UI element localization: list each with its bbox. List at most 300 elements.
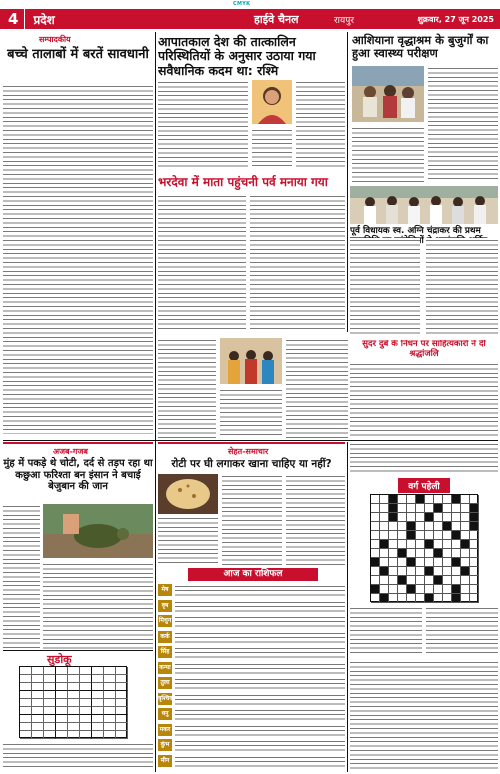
zodiac-sign-badge: कन्या xyxy=(158,662,172,674)
horoscope-row xyxy=(158,631,345,645)
sudoku-cell[interactable] xyxy=(32,731,44,739)
lead-story xyxy=(158,32,345,170)
horoscope-row xyxy=(158,662,345,676)
sudoku-cell[interactable] xyxy=(92,667,104,675)
crossword-cell[interactable] xyxy=(416,513,425,522)
crossword-cell[interactable] xyxy=(470,522,479,531)
crossword-cell[interactable] xyxy=(371,558,380,567)
crossword-cell[interactable] xyxy=(407,504,416,513)
sudoku-cell[interactable] xyxy=(116,723,128,731)
sudoku-cell[interactable] xyxy=(80,707,92,715)
side-story-body xyxy=(350,362,498,438)
sudoku-cell[interactable] xyxy=(80,683,92,691)
crossword-cell[interactable] xyxy=(470,567,479,576)
crossword-cell[interactable] xyxy=(425,513,434,522)
horoscope-text xyxy=(175,646,345,658)
mid-text-col3 xyxy=(286,338,348,438)
crossword-cell[interactable] xyxy=(407,549,416,558)
crossword-cell[interactable] xyxy=(443,594,452,603)
crossword-cell[interactable] xyxy=(389,513,398,522)
page-header-bar xyxy=(0,9,500,29)
sudoku-cell[interactable] xyxy=(32,667,44,675)
crossword-grid[interactable] xyxy=(370,494,478,602)
crossword-cell[interactable] xyxy=(407,531,416,540)
mid-text-col2 xyxy=(220,388,282,438)
crossword-cell[interactable] xyxy=(389,522,398,531)
mid-text-col1 xyxy=(158,338,216,438)
sudoku-cell[interactable] xyxy=(80,699,92,707)
health-body-col1 xyxy=(158,516,218,566)
zodiac-sign-badge: मेष xyxy=(158,584,172,596)
horoscope-row xyxy=(158,739,345,753)
lead-body-text-col2 xyxy=(296,80,345,168)
sudoku-cell[interactable] xyxy=(56,667,68,675)
crossword-cell[interactable] xyxy=(443,567,452,576)
crossword-cell[interactable] xyxy=(371,540,380,549)
sudoku-cell[interactable] xyxy=(44,707,56,715)
crossword-cell[interactable] xyxy=(461,567,470,576)
sudoku-cell[interactable] xyxy=(116,675,128,683)
sudoku-cell[interactable] xyxy=(32,683,44,691)
crossword-cell[interactable] xyxy=(380,576,389,585)
feature-headline: मुंह में पकड़े थे चोटी, दर्द से तड़प रहा था कछुआ फरिश्ता बन इंसान ने बचाई बेजुबान की जान xyxy=(3,458,153,492)
sudoku-cell[interactable] xyxy=(92,675,104,683)
crossword-cell[interactable] xyxy=(416,558,425,567)
crossword-cell[interactable] xyxy=(452,522,461,531)
crossword-cell[interactable] xyxy=(434,585,443,594)
crossword-cell[interactable] xyxy=(425,585,434,594)
crossword-cell[interactable] xyxy=(434,531,443,540)
crossword-cell[interactable] xyxy=(452,585,461,594)
sudoku-cell[interactable] xyxy=(92,707,104,715)
sudoku-cell[interactable] xyxy=(104,715,116,723)
sudoku-cell[interactable] xyxy=(104,667,116,675)
crossword-cell[interactable] xyxy=(389,540,398,549)
crossword-cell[interactable] xyxy=(470,549,479,558)
crossword-cell[interactable] xyxy=(452,567,461,576)
crossword-cell[interactable] xyxy=(461,585,470,594)
horoscope-text xyxy=(175,708,345,720)
crossword-cell[interactable] xyxy=(398,540,407,549)
crossword-cell[interactable] xyxy=(461,513,470,522)
health-body-col2 xyxy=(222,474,282,566)
crossword-cell[interactable] xyxy=(407,576,416,585)
horoscope-row xyxy=(158,693,345,707)
crossword-cell[interactable] xyxy=(398,567,407,576)
crossword-cell[interactable] xyxy=(443,495,452,504)
crossword-cell[interactable] xyxy=(398,594,407,603)
crossword-cell[interactable] xyxy=(434,513,443,522)
sudoku-cell[interactable] xyxy=(104,707,116,715)
sudoku-cell[interactable] xyxy=(32,691,44,699)
right-story-oldage-home xyxy=(350,32,498,184)
sudoku-cell[interactable] xyxy=(104,675,116,683)
crossword-cell[interactable] xyxy=(371,567,380,576)
crossword-cell[interactable] xyxy=(461,558,470,567)
sudoku-cell[interactable] xyxy=(116,715,128,723)
crossword-cell[interactable] xyxy=(407,522,416,531)
crossword-cell[interactable] xyxy=(461,576,470,585)
sudoku-instructions xyxy=(3,742,153,770)
right2-headline: पूर्व विधायक स्व. अग्नि चंद्राकर की प्रथम xyxy=(350,226,481,236)
crossword-cell[interactable] xyxy=(452,576,461,585)
feature-label: अजब-गजब xyxy=(53,447,88,456)
crossword-cell[interactable] xyxy=(380,513,389,522)
horoscope-row xyxy=(158,708,345,722)
crossword-answer-text xyxy=(350,660,498,772)
lead-body-text-col3 xyxy=(252,128,292,168)
editorial-body-text xyxy=(3,84,153,434)
crossword-cell[interactable] xyxy=(443,558,452,567)
sudoku-cell[interactable] xyxy=(116,699,128,707)
crossword-cell[interactable] xyxy=(380,531,389,540)
section-name: प्रदेश xyxy=(33,12,55,27)
sudoku-cell[interactable] xyxy=(92,691,104,699)
crossword-cell[interactable] xyxy=(425,495,434,504)
crossword-cell[interactable] xyxy=(416,594,425,603)
crossword-block xyxy=(350,442,498,657)
sudoku-cell[interactable] xyxy=(116,667,128,675)
crossword-cell[interactable] xyxy=(470,576,479,585)
crossword-cell[interactable] xyxy=(452,594,461,603)
horoscope-text xyxy=(175,662,345,674)
sudoku-cell[interactable] xyxy=(20,731,32,739)
crossword-cell[interactable] xyxy=(371,585,380,594)
sudoku-cell[interactable] xyxy=(80,715,92,723)
horizontal-rule xyxy=(3,650,153,651)
sudoku-cell[interactable] xyxy=(56,731,68,739)
crossword-cell[interactable] xyxy=(407,567,416,576)
crossword-cell[interactable] xyxy=(425,576,434,585)
sudoku-cell[interactable] xyxy=(68,691,80,699)
crossword-cell[interactable] xyxy=(416,504,425,513)
sudoku-cell[interactable] xyxy=(20,715,32,723)
column-rule xyxy=(155,32,156,772)
horoscope-row xyxy=(158,677,345,691)
crossword-cell[interactable] xyxy=(398,585,407,594)
crossword-cell[interactable] xyxy=(425,549,434,558)
crossword-cell[interactable] xyxy=(425,594,434,603)
sudoku-cell[interactable] xyxy=(80,675,92,683)
sudoku-cell[interactable] xyxy=(68,667,80,675)
crossword-cell[interactable] xyxy=(434,567,443,576)
crossword-cell[interactable] xyxy=(407,558,416,567)
crossword-cell[interactable] xyxy=(389,531,398,540)
sudoku-cell[interactable] xyxy=(116,691,128,699)
sudoku-title: सुडोकू xyxy=(47,653,72,666)
crossword-cell[interactable] xyxy=(470,504,479,513)
crossword-cell[interactable] xyxy=(461,522,470,531)
right1-body-text-col2 xyxy=(352,126,424,182)
crossword-preceding-text xyxy=(350,442,498,474)
crossword-cell[interactable] xyxy=(389,585,398,594)
crossword-cell[interactable] xyxy=(461,504,470,513)
crossword-cell[interactable] xyxy=(407,585,416,594)
editorial-block xyxy=(3,32,153,437)
horoscope-title: आज का राशिफल xyxy=(188,568,318,581)
oldage-home-photo xyxy=(352,66,424,122)
crossword-cell[interactable] xyxy=(398,549,407,558)
horizontal-rule xyxy=(3,440,498,441)
crossword-cell[interactable] xyxy=(452,531,461,540)
horoscope-row xyxy=(158,615,345,629)
sudoku-cell[interactable] xyxy=(20,699,32,707)
crossword-cell[interactable] xyxy=(470,495,479,504)
crossword-clues-across xyxy=(350,606,422,656)
crossword-cell[interactable] xyxy=(443,522,452,531)
crossword-cell[interactable] xyxy=(398,513,407,522)
crossword-cell[interactable] xyxy=(434,594,443,603)
sudoku-cell[interactable] xyxy=(68,731,80,739)
sudoku-cell[interactable] xyxy=(104,723,116,731)
crossword-cell[interactable] xyxy=(425,540,434,549)
crossword-cell[interactable] xyxy=(380,558,389,567)
health-body-col3 xyxy=(286,474,345,566)
crossword-cell[interactable] xyxy=(389,594,398,603)
crossword-cell[interactable] xyxy=(443,576,452,585)
sudoku-cell[interactable] xyxy=(116,731,128,739)
sudoku-cell[interactable] xyxy=(44,691,56,699)
crossword-cell[interactable] xyxy=(380,504,389,513)
sudoku-cell[interactable] xyxy=(44,731,56,739)
horoscope-text xyxy=(175,739,345,751)
crossword-cell[interactable] xyxy=(416,531,425,540)
health-headline: रोटी पर घी लगाकर खाना चाहिए या नहीं? xyxy=(171,458,332,470)
lead-headline: आपातकाल देश की तात्कालिन परिस्थितियों के अनुसार उठाया गया सवैधानिक कदम था: रश्मि xyxy=(158,34,316,78)
horoscope-text xyxy=(175,724,345,736)
sudoku-cell[interactable] xyxy=(80,723,92,731)
crossword-cell[interactable] xyxy=(371,522,380,531)
crossword-cell[interactable] xyxy=(434,504,443,513)
sudoku-cell[interactable] xyxy=(56,683,68,691)
health-label: सेहत-समाचार xyxy=(228,447,269,456)
zodiac-sign-badge: मकर xyxy=(158,724,172,736)
right1-body-text xyxy=(428,66,498,182)
sudoku-cell[interactable] xyxy=(92,683,104,691)
crossword-cell[interactable] xyxy=(461,531,470,540)
horoscope-text xyxy=(175,631,345,643)
zodiac-sign-badge: कुंभ xyxy=(158,739,172,751)
paper-name: हाईवे चैनल xyxy=(254,12,299,26)
sudoku-cell[interactable] xyxy=(104,699,116,707)
crossword-cell[interactable] xyxy=(416,522,425,531)
sudoku-cell[interactable] xyxy=(80,667,92,675)
crossword-cell[interactable] xyxy=(434,549,443,558)
crossword-cell[interactable] xyxy=(452,549,461,558)
crossword-cell[interactable] xyxy=(371,549,380,558)
crossword-cell[interactable] xyxy=(470,531,479,540)
turtle-photo xyxy=(43,504,153,558)
sudoku-cell[interactable] xyxy=(68,707,80,715)
sudoku-cell[interactable] xyxy=(80,691,92,699)
crossword-cell[interactable] xyxy=(380,549,389,558)
sudoku-cell[interactable] xyxy=(92,731,104,739)
editorial-headline: बच्चे तालाबों में बरतें सावधानी xyxy=(7,47,149,62)
crossword-cell[interactable] xyxy=(443,549,452,558)
sudoku-cell[interactable] xyxy=(116,707,128,715)
sudoku-cell[interactable] xyxy=(104,691,116,699)
zodiac-sign-badge: वृश्चिक xyxy=(158,693,172,705)
crossword-cell[interactable] xyxy=(371,504,380,513)
sudoku-cell[interactable] xyxy=(32,707,44,715)
crossword-cell[interactable] xyxy=(389,549,398,558)
roti-photo xyxy=(158,474,218,514)
crossword-cell[interactable] xyxy=(380,585,389,594)
sudoku-cell[interactable] xyxy=(92,723,104,731)
sudoku-cell[interactable] xyxy=(68,683,80,691)
lead-photo xyxy=(252,80,292,124)
sudoku-cell[interactable] xyxy=(20,691,32,699)
sudoku-grid[interactable] xyxy=(19,666,127,738)
crossword-cell[interactable] xyxy=(443,504,452,513)
crossword-cell[interactable] xyxy=(470,540,479,549)
festival-photo xyxy=(220,338,282,384)
sudoku-cell[interactable] xyxy=(116,683,128,691)
crossword-cell[interactable] xyxy=(416,567,425,576)
crossword-cell[interactable] xyxy=(434,495,443,504)
sudoku-cell[interactable] xyxy=(44,683,56,691)
crossword-cell[interactable] xyxy=(416,549,425,558)
crossword-cell[interactable] xyxy=(470,585,479,594)
sudoku-cell[interactable] xyxy=(56,723,68,731)
crossword-cell[interactable] xyxy=(389,576,398,585)
horoscope-row xyxy=(158,724,345,738)
crossword-cell[interactable] xyxy=(416,540,425,549)
crossword-cell[interactable] xyxy=(425,522,434,531)
horoscope-row xyxy=(158,755,345,769)
crossword-cell[interactable] xyxy=(380,495,389,504)
sudoku-cell[interactable] xyxy=(20,675,32,683)
crossword-cell[interactable] xyxy=(389,567,398,576)
sudoku-cell[interactable] xyxy=(68,699,80,707)
sudoku-cell[interactable] xyxy=(20,667,32,675)
zodiac-sign-badge: धनु xyxy=(158,708,172,720)
horoscope-text xyxy=(175,693,345,705)
sudoku-cell[interactable] xyxy=(56,707,68,715)
right1-headline: आशियाना वृद्धाश्रम के बुजुर्गों का हुआ स्वास्थ्य परीक्षण xyxy=(352,33,489,61)
sudoku-cell[interactable] xyxy=(20,723,32,731)
sudoku-cell[interactable] xyxy=(56,699,68,707)
sudoku-cell[interactable] xyxy=(68,723,80,731)
crossword-cell[interactable] xyxy=(425,567,434,576)
crossword-cell[interactable] xyxy=(398,522,407,531)
crossword-cell[interactable] xyxy=(398,504,407,513)
crossword-cell[interactable] xyxy=(416,495,425,504)
sudoku-cell[interactable] xyxy=(44,699,56,707)
crossword-cell[interactable] xyxy=(443,585,452,594)
crossword-cell[interactable] xyxy=(416,585,425,594)
sudoku-cell[interactable] xyxy=(56,675,68,683)
sudoku-cell[interactable] xyxy=(44,715,56,723)
crossword-cell[interactable] xyxy=(398,495,407,504)
horoscope-row xyxy=(158,584,345,598)
sudoku-cell[interactable] xyxy=(44,667,56,675)
horoscope-text xyxy=(175,584,345,596)
sudoku-cell[interactable] xyxy=(68,675,80,683)
crossword-cell[interactable] xyxy=(470,513,479,522)
sudoku-cell[interactable] xyxy=(32,723,44,731)
crossword-cell[interactable] xyxy=(434,540,443,549)
zodiac-sign-badge: मिथुन xyxy=(158,615,172,627)
crossword-cell[interactable] xyxy=(380,567,389,576)
sudoku-cell[interactable] xyxy=(44,675,56,683)
crossword-cell[interactable] xyxy=(470,558,479,567)
sudoku-cell[interactable] xyxy=(104,683,116,691)
crossword-cell[interactable] xyxy=(443,540,452,549)
crossword-cell[interactable] xyxy=(380,594,389,603)
sudoku-cell[interactable] xyxy=(80,731,92,739)
sudoku-cell[interactable] xyxy=(20,707,32,715)
zodiac-sign-badge: सिंह xyxy=(158,646,172,658)
crossword-cell[interactable] xyxy=(380,522,389,531)
sudoku-cell[interactable] xyxy=(92,715,104,723)
crossword-cell[interactable] xyxy=(398,576,407,585)
crossword-cell[interactable] xyxy=(371,495,380,504)
crossword-cell[interactable] xyxy=(452,558,461,567)
crossword-cell[interactable] xyxy=(389,495,398,504)
crossword-cell[interactable] xyxy=(443,531,452,540)
sudoku-cell[interactable] xyxy=(32,715,44,723)
sudoku-cell[interactable] xyxy=(104,731,116,739)
crossword-cell[interactable] xyxy=(461,495,470,504)
sudoku-cell[interactable] xyxy=(92,699,104,707)
crossword-cell[interactable] xyxy=(380,540,389,549)
sudoku-cell[interactable] xyxy=(56,691,68,699)
crossword-cell[interactable] xyxy=(389,558,398,567)
crossword-cell[interactable] xyxy=(461,549,470,558)
crossword-cell[interactable] xyxy=(398,558,407,567)
crossword-cell[interactable] xyxy=(434,576,443,585)
crossword-cell[interactable] xyxy=(371,594,380,603)
crossword-cell[interactable] xyxy=(407,594,416,603)
crossword-cell[interactable] xyxy=(407,495,416,504)
crossword-cell[interactable] xyxy=(461,540,470,549)
crossword-cell[interactable] xyxy=(425,531,434,540)
crossword-cell[interactable] xyxy=(470,594,479,603)
sudoku-cell[interactable] xyxy=(68,715,80,723)
crossword-cell[interactable] xyxy=(425,558,434,567)
crossword-cell[interactable] xyxy=(416,576,425,585)
sudoku-block xyxy=(3,652,153,772)
sudoku-cell[interactable] xyxy=(56,715,68,723)
crossword-cell[interactable] xyxy=(389,504,398,513)
zodiac-sign-badge: तुला xyxy=(158,677,172,689)
sudoku-cell[interactable] xyxy=(32,699,44,707)
crossword-cell[interactable] xyxy=(407,540,416,549)
crossword-cell[interactable] xyxy=(434,522,443,531)
lead-body-text xyxy=(158,80,248,168)
sudoku-cell[interactable] xyxy=(32,675,44,683)
crossword-cell[interactable] xyxy=(452,513,461,522)
crossword-cell[interactable] xyxy=(434,558,443,567)
crossword-cell[interactable] xyxy=(443,513,452,522)
crossword-cell[interactable] xyxy=(407,513,416,522)
crossword-cell[interactable] xyxy=(461,594,470,603)
crossword-cell[interactable] xyxy=(371,531,380,540)
horoscope-text xyxy=(175,677,345,689)
sudoku-cell[interactable] xyxy=(20,683,32,691)
crossword-cell[interactable] xyxy=(398,531,407,540)
crossword-cell[interactable] xyxy=(371,576,380,585)
crossword-cell[interactable] xyxy=(425,504,434,513)
crossword-cell[interactable] xyxy=(452,540,461,549)
crossword-cell[interactable] xyxy=(452,504,461,513)
crossword-title: वर्ग पहेली xyxy=(398,478,450,493)
tribute-text-col-b xyxy=(426,238,498,334)
crossword-cell[interactable] xyxy=(371,513,380,522)
sudoku-cell[interactable] xyxy=(44,723,56,731)
crossword-cell[interactable] xyxy=(452,495,461,504)
